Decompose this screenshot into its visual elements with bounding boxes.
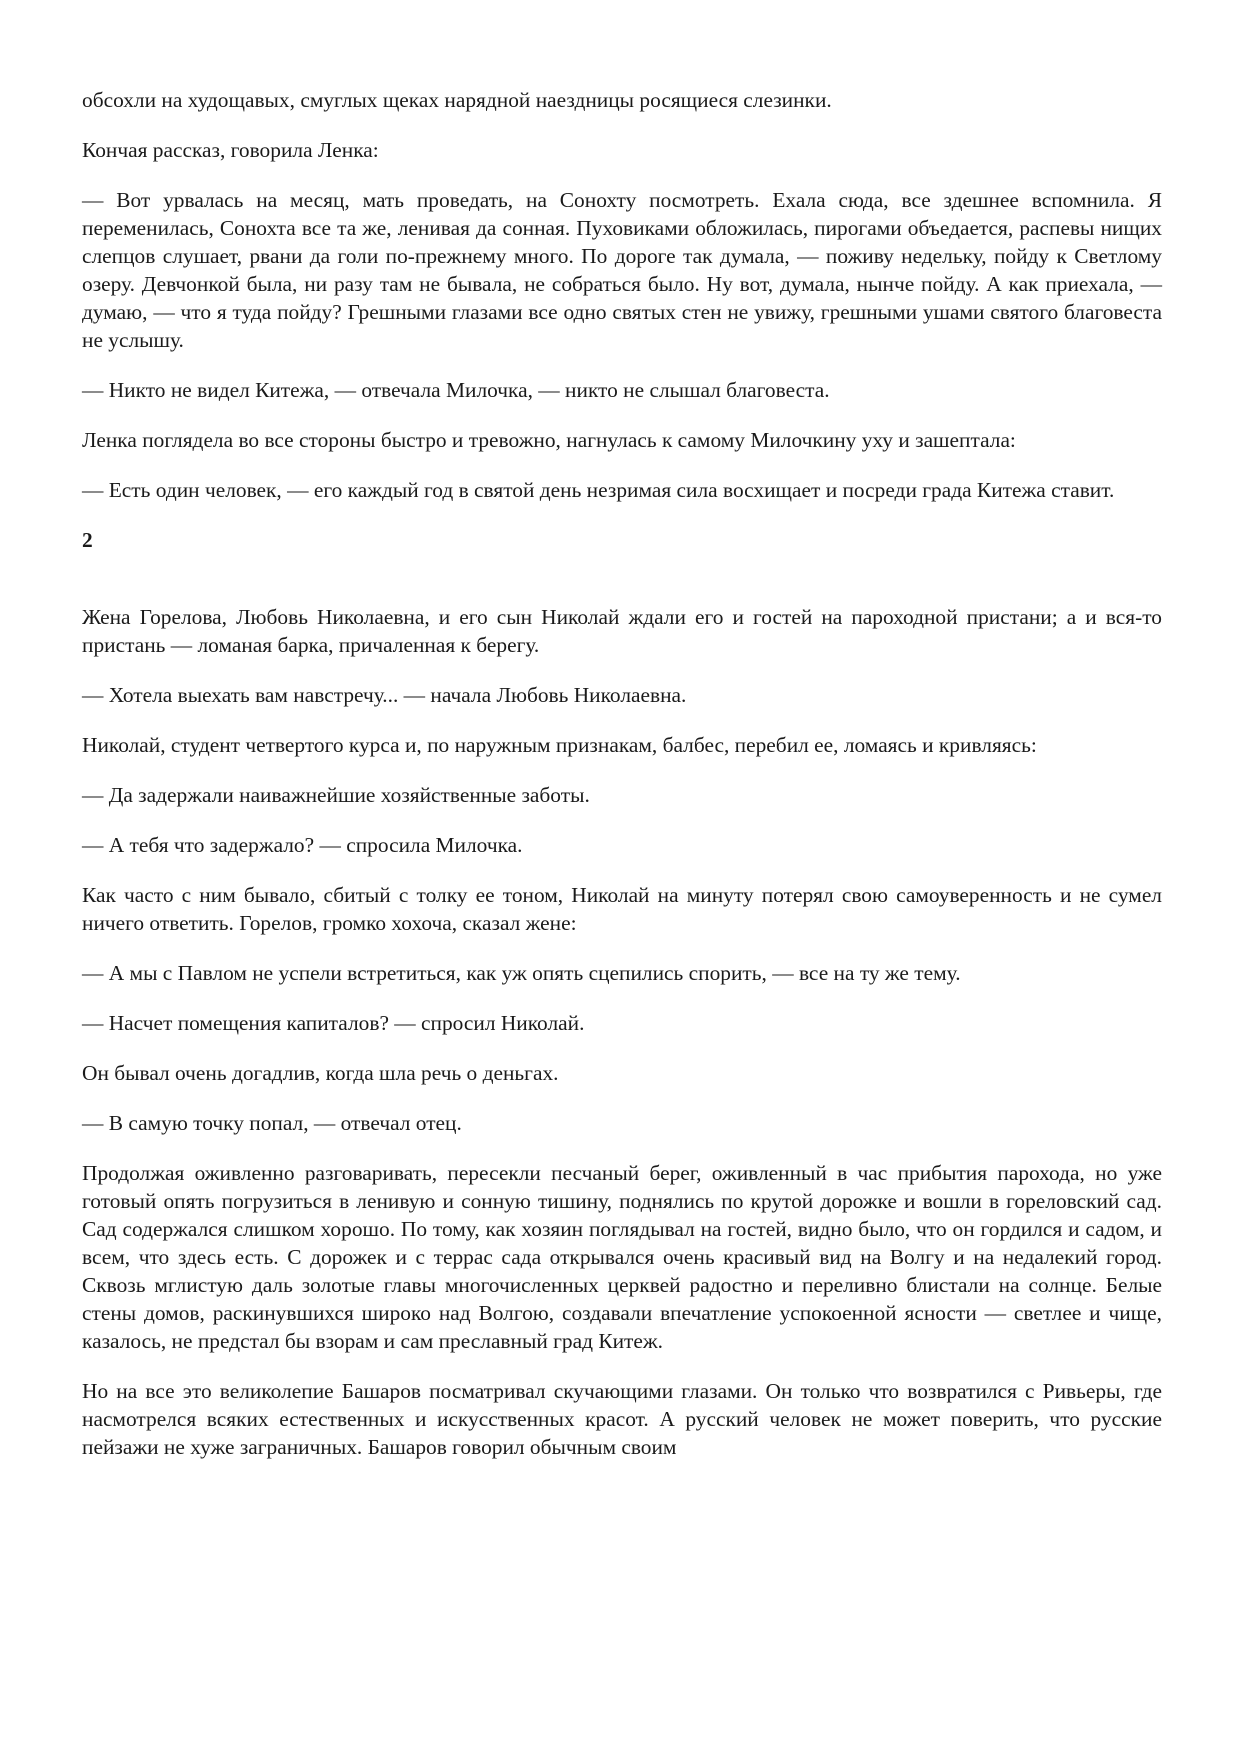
paragraph: Ленка поглядела во все стороны быстро и тревожно, нагнулась к самому Милочкину уху и зашептала: — [82, 428, 1016, 452]
paragraph: — Никто не видел Китежа, — отвечала Милочка, — никто не слышал благовеста. — [82, 378, 830, 402]
paragraph: Кончая рассказ, говорила Ленка: — [82, 138, 379, 162]
paragraph: обсохли на худощавых, смуглых щеках нарядной наездницы росящиеся слезинки. — [82, 88, 832, 112]
paragraph: Он бывал очень догадлив, когда шла речь о деньгах. — [82, 1061, 559, 1085]
paragraph: Жена Горелова, Любовь Николаевна, и его сын Николай ждали его и гостей на пароходной пристани; а и вся-то пристань — ломаная барка, причаленная к берегу. — [82, 605, 1162, 657]
paragraph: — Вот урвалась на месяц, мать проведать, на Сонохту посмотреть. Ехала сюда, все здешнее вспомнила. Я переменилась, Сонохта все та же, ленивая да сонная. Пуховиками обложилась, пирогами объедается, распевы нищих слепцов слушает, рвани да голи по-прежнему много. По дороге так думала, — поживу недельку, пойду к Светлому озеру. Девчонкой была, ни разу там не бывала, не собраться было. Ну вот, думала, нынче пойду. А как приехала, — думаю, — что я туда пойду? Грешными глазами все одно святых стен не увижу, грешными ушами святого благовеста не услышу. — [82, 188, 1162, 352]
paragraph: — А мы с Павлом не успели встретиться, как уж опять сцепились спорить, — все на ту же тему. — [82, 961, 961, 985]
document-page — [82, 86, 1162, 1461]
paragraph: — В самую точку попал, — отвечал отец. — [82, 1111, 462, 1135]
paragraph: — Хотела выехать вам навстречу... — начала Любовь Николаевна. — [82, 683, 687, 707]
paragraph: — Насчет помещения капиталов? — спросил Николай. — [82, 1011, 585, 1035]
paragraph: Как часто с ним бывало, сбитый с толку ее тоном, Николай на минуту потерял свою самоуверенность и не сумел ничего ответить. Горелов, громко хохоча, сказал жене: — [82, 883, 1162, 935]
paragraph: Продолжая оживленно разговаривать, пересекли песчаный берег, оживленный в час прибытия парохода, но уже готовый опять погрузиться в ленивую и сонную тишину, поднялись по крутой дорожке и вошли в гореловский сад. Сад содержался слишком хорошо. По тому, как хозяин поглядывал на гостей, видно было, что он гордился и садом, и всем, что здесь есть. С дорожек и с террас сада открывался очень красивый вид на Волгу и на недалекий город. Сквозь мглистую даль золотые главы многочисленных церквей радостно и переливно блистали на солнце. Белые стены домов, раскинувшихся широко над Волгою, создавали впечатление успокоенной ясности — светлее и чище, казалось, не предстал бы взорам и сам преславный град Китеж. — [82, 1161, 1162, 1353]
paragraph: — Да задержали наиважнейшие хозяйственные заботы. — [82, 783, 590, 807]
paragraph: — Есть один человек, — его каждый год в святой день незримая сила восхищает и посреди града Китежа ставит. — [82, 478, 1115, 502]
paragraph: Николай, студент четвертого курса и, по наружным признакам, балбес, перебил ее, ломаясь и кривляясь: — [82, 733, 1037, 757]
paragraph: — А тебя что задержало? — спросила Милочка. — [82, 833, 523, 857]
chapter-number: 2 — [82, 528, 93, 552]
paragraph: Но на все это великолепие Башаров посматривал скучающими глазами. Он только что возвратился с Ривьеры, где насмотрелся всяких естественных и искусственных красот. А русский человек не может поверить, что русские пейзажи не хуже заграничных. Башаров говорил обычным своим — [82, 1379, 1162, 1459]
